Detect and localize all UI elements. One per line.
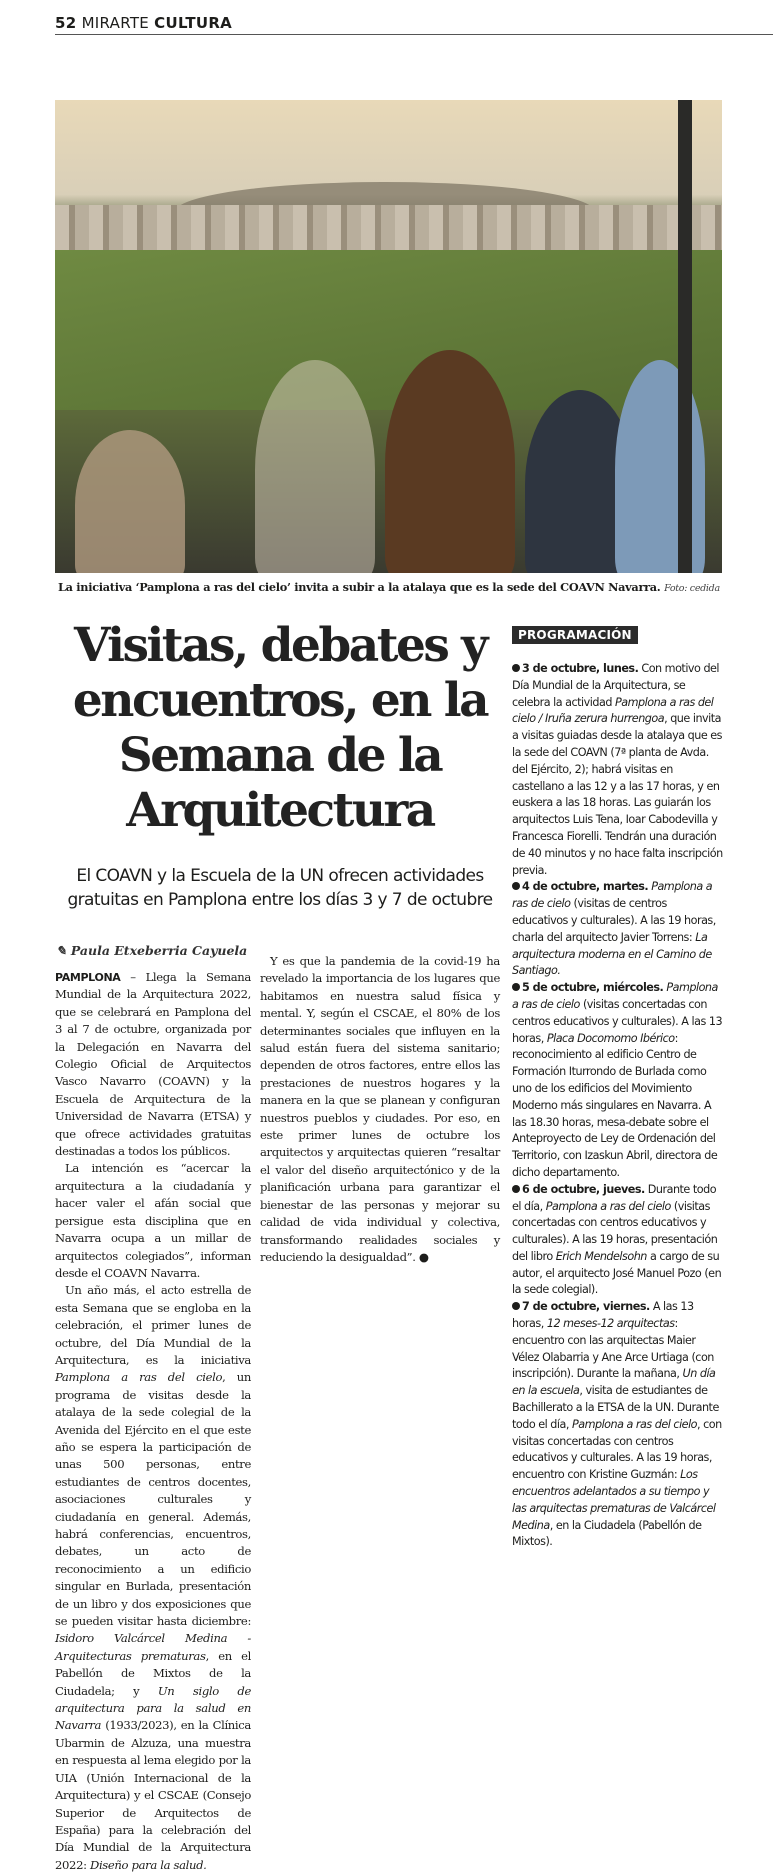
text-segment: Pamplona a ras del cielo / Iruña zerura hurrengoa — [512, 695, 714, 726]
paragraph — [55, 1160, 251, 1282]
article-column-2 — [260, 953, 500, 1266]
text-segment: (visitas concertadas con centros educativos y culturales). A las 13 horas, — [512, 997, 723, 1045]
text-segment: , que invita a visitas guiadas desde la atalaya que es la sede del COAVN (7ª planta de Avda. del Ejército, 2); habrá visitas en castellano a las 12 y a las 17 horas, y en euskera a las 18 horas. Las guiarán los arquitectos Luis Tena, Ioar Cabodevilla y Francesca Fiorelli. Tendrán una duración de 40 minutos y no hace falta inscripción previa. — [512, 712, 723, 877]
text-segment: , un programa de visitas desde la atalaya de la sede colegial de la Avenida del Ejército en el que este año se espera la participación de unas 500 personas, entre estudiantes de centros docentes, asociaciones culturales y ciudadanía en general. Además, habrá conferencias, encuentros, debates, un acto de reconocimiento a un edificio singular en Burlada, presentación de un libro y dos exposiciones que se pueden visitar hasta diciembre: — [55, 1370, 252, 1629]
text-segment: Pamplona a ras de cielo — [512, 880, 713, 911]
text-segment: Con motivo del Día Mundial de la Arquitectura, se celebra la actividad — [512, 662, 720, 709]
text-segment: Y es que la pandemia de la covid-19 ha revelado la importancia de los lugares que habitamos en nuestra salud física y mental. Y, según el CSCAE, el 80% de los determinantes sociales que influyen en la salud están fuera del sistema sanitario; dependen de otros factores, entre ellos las prestaciones de nuestros hogares y la manera en la que se planean y configuran nuestros pueblos y ciudades. Por eso, en este primer lunes de octubre los arquitectos y arquitectas quieren “resaltar el valor del diseño arquitectónico y de la planificación urbana para garantizar el bienestar de las personas y mejorar su calidad de vida individual y colectiva, transformando realidades sociales y reduciendo la desigualdad”. ● — [260, 954, 500, 1264]
lead-text: 5 de octubre, miércoles. — [522, 981, 664, 995]
text-segment: (visitas de centros educativos y culturales). A las 19 horas, charla del arquitecto Javier Torrens: — [512, 897, 716, 944]
program-title: PROGRAMACIÓN — [512, 626, 638, 644]
text-segment: , con visitas concertadas con centros educativos y culturales. A las 19 horas, encuentro con Kristine Guzmán: — [512, 1417, 722, 1482]
program-item — [512, 1182, 724, 1300]
article-column-1 — [55, 969, 251, 1874]
lead-text: 6 de octubre, jueves. — [522, 1182, 645, 1196]
text-segment: a cargo de su autor, el arquitecto José Manuel Pozo (en la sede colegial). — [512, 1249, 722, 1297]
program-item — [512, 879, 724, 980]
text-segment: Durante todo el día, — [512, 1182, 717, 1213]
text-segment: Pamplona a ras de cielo — [512, 981, 718, 1011]
lead-text: 7 de octubre, viernes. — [522, 1300, 650, 1314]
text-segment: , en la Ciudadela (Pabellón de Mixtos). — [512, 1518, 702, 1549]
bullet-icon — [512, 1302, 520, 1310]
text-segment: Pamplona a ras del cielo — [571, 1417, 698, 1431]
bullet-icon — [512, 882, 520, 890]
program-item — [512, 980, 724, 1182]
subtitle: El COAVN y la Escuela de la UN ofrecen actividades gratuitas en Pamplona entre los días 3 y 7 de octubre — [67, 866, 493, 910]
text-segment: Pamplona a ras del cielo — [545, 1199, 671, 1213]
caption-text: La iniciativa ‘Pamplona a ras del cielo’ invita a subir a la atalaya que es la sede del COAVN Navarra. — [58, 580, 661, 594]
lead-text: 4 de octubre, martes. — [522, 880, 649, 894]
page-number: 52 — [55, 14, 77, 32]
headline: Visitas, debates y encuentros, en la Semana de la Arquitectura — [72, 618, 488, 838]
author-name: Paula Etxeberria Cayuela — [70, 943, 248, 958]
text-segment: Erich Mendelsohn — [555, 1249, 647, 1263]
text-segment: Un siglo de arquitectura para la salud en Navarra — [55, 1683, 251, 1733]
text-segment: : encuentro con las arquitectas Maier Vélez Olabarria y Ane Arce Urtiaga (con inscripción). Durante la mañana, — [512, 1317, 714, 1381]
text-segment: A las 13 horas, — [512, 1300, 694, 1331]
text-segment: : reconocimiento al edificio Centro de Formación Iturrondo de Burlada como uno de los edificios del Movimiento Moderno más singulares en Navarra. A las 18.30 horas, mesa-debate sobre el Anteproyecto de Ley de Ordenación del Territorio, con Izaskun Abril, directora de dicho departamento. — [512, 1031, 718, 1179]
bullet-icon — [512, 983, 520, 991]
photo-caption — [58, 580, 720, 594]
text-segment: – Llega la Semana Mundial de la Arquitectura 2022, que se celebrará en Pamplona del 3 al 7 de octubre, organizada por la Delegación en Navarra del Colegio Oficial de Arquitectos Vasco Navarro (COAVN) y la Escuela de Arquitectura de la Universidad de Navarra (ETSA) y que ofrece actividades gratuitas destinadas a todos los públicos. — [55, 970, 251, 1159]
text-segment: Pamplona a ras del cielo — [55, 1370, 223, 1385]
paragraph — [260, 953, 500, 1266]
pen-icon: ✎ — [56, 943, 71, 958]
text-segment: Un día en la escuela — [512, 1367, 716, 1398]
article-photo — [55, 100, 722, 573]
lead-text: 3 de octubre, lunes. — [522, 662, 639, 675]
byline — [56, 943, 247, 958]
text-segment: , visita de estudiantes de Bachillerato a la ETSA de la UN. Durante todo el día, — [512, 1384, 719, 1431]
text-segment: Diseño para la salud. — [90, 1857, 207, 1872]
paragraph — [55, 969, 251, 1160]
text-segment: (1933/2023), en la Clínica Ubarmin de Alzuza, una muestra en respuesta al lema elegido por la UIA (Unión Internacional de la Arquitectura) y el CSCAE (Consejo Superior de Arquitectos de España) para la celebración del Día Mundial de la Arquitectura 2022: — [55, 1718, 251, 1872]
paragraph — [55, 1282, 251, 1874]
text-segment: La arquitectura moderna en el Camino de Santiago. — [512, 930, 712, 978]
header-divider — [55, 34, 773, 35]
category-name: CULTURA — [154, 14, 233, 32]
program-item — [512, 1299, 724, 1551]
bullet-icon — [512, 1185, 520, 1193]
text-segment: , en el Pabellón de Mixtos de la Ciudadela; y — [55, 1648, 251, 1698]
text-segment: Placa Docomomo Ibérico — [546, 1031, 675, 1045]
text-segment: Un año más, el acto estrella de esta Semana que se engloba en la celebración, el primer lunes de octubre, del Día Mundial de la Arquitectura, es la iniciativa — [55, 1283, 251, 1367]
program-item — [512, 661, 724, 879]
program-list — [512, 661, 724, 1551]
text-segment: 12 meses-12 arquitectas — [546, 1317, 675, 1331]
photo-credit: Foto: cedida — [664, 583, 720, 594]
section-name: MIRARTE — [81, 14, 150, 32]
text-segment: (visitas concertadas con centros educativos y culturales). A las 19 horas, presentación del libro — [512, 1199, 718, 1263]
text-segment: Isidoro Valcárcel Medina - Arquitecturas prematuras — [55, 1631, 251, 1663]
lead-text: PAMPLONA — [55, 971, 121, 984]
bullet-icon — [512, 664, 520, 672]
page-header — [55, 14, 232, 32]
text-segment: Los encuentros adelantados a su tiempo y las arquitectas prematuras de Valcárcel Medina — [512, 1468, 716, 1532]
text-segment: La intención es “acercar la arquitectura a la ciudadanía y hacer valer el afán social que persigue esta disciplina que en Navarra ocupa a un millar de arquitectos colegiados”, informan desde el COAVN Navarra. — [55, 1161, 251, 1280]
